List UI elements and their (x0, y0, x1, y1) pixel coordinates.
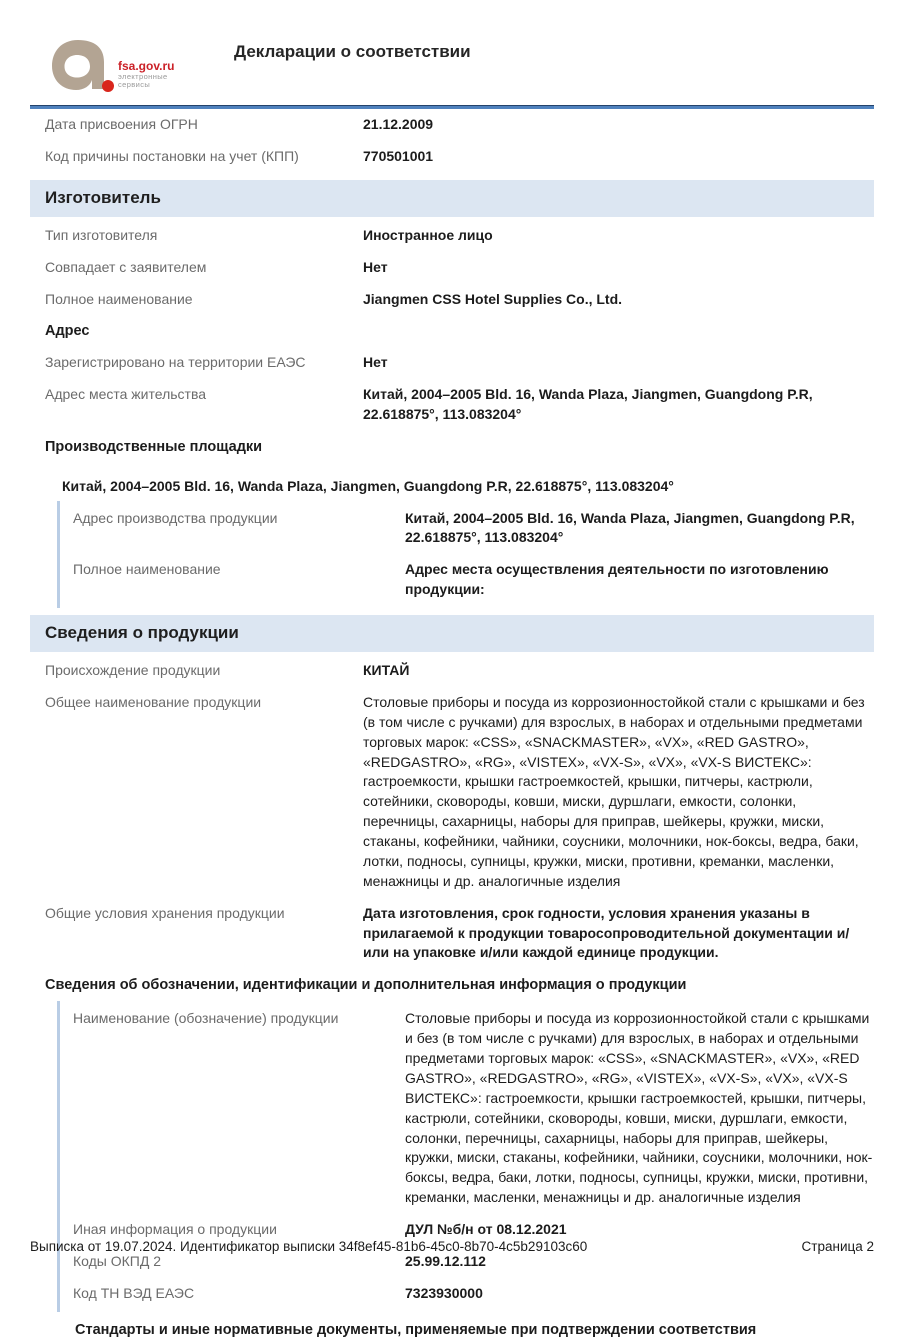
field-value: 21.12.2009 (363, 116, 434, 132)
field-value: Иностранное лицо (363, 226, 493, 243)
field-label: Дата присвоения ОГРН (45, 116, 198, 132)
footer (30, 1239, 874, 1254)
heading-standards: Стандарты и иные нормативные документы, применяемые при подтверждении соответствия (75, 1321, 757, 1338)
field-label: Код причины постановки на учет (КПП) (45, 147, 299, 164)
field-label: Тип изготовителя (45, 226, 158, 243)
field-row-production-full-name (60, 554, 874, 606)
field-label: Происхождение продукции (45, 662, 221, 679)
heading-identification: Сведения об обозначении, идентификации и дополнительная информация о продукции (45, 977, 687, 994)
field-value: КИТАЙ (363, 662, 410, 679)
footer-page-number: Страница 2 (801, 1239, 874, 1254)
field-label: Полное наименование (73, 561, 221, 578)
header (30, 0, 874, 99)
section-header-manufacturer: Изготовитель (30, 180, 874, 217)
field-row-same-as-applicant (30, 252, 874, 284)
section-header-product: Сведения о продукции (30, 615, 874, 652)
field-value: Дата изготовления, срок годности, условия хранения указаны в прилагаемой к продукции товаросопроводительной документации и/или на упаковке и/или каждой единице продукции. (363, 904, 850, 961)
field-row-ogrn-date (30, 109, 874, 141)
field-row-production-address (60, 503, 874, 555)
field-row-residence-address (30, 379, 874, 431)
field-value: 770501001 (363, 147, 434, 164)
page-title: Декларации о соответствии (234, 42, 471, 61)
field-label: Коды ОКПД 2 (73, 1252, 162, 1269)
field-label: Иная информация о продукции (73, 1221, 277, 1238)
field-row-eaeu-registered (30, 347, 874, 379)
production-site-address: Китай, 2004–2005 Bld. 16, Wanda Plaza, Jiangmen, Guangdong P.R, 22.618875°, 113.083204° (62, 478, 674, 494)
brand-tagline: электронные сервисы (118, 72, 168, 90)
fsa-logo (44, 34, 194, 99)
field-value: 7323930000 (405, 1284, 483, 1301)
brand-text: fsa.gov.ru (118, 59, 175, 73)
field-value: Столовые приборы и посуда из коррозионностойкой стали с крышками и без (в том числе с ручками) для взрослых, в наборах и отдельными предметами торговых марок: «CSS», «SNACKMASTER», «VX», «RED GASTRO», «REDGASTRO», «RG», «VISTEX», «VX-S», «VX», «VX-S ВИСТЕКС»: гастроемкости, крышки гастроемкостей, крышки, питчеры, кастрюли, сотейники, сковороды, ковши, миски, дуршлаги, емкости, солонки, перечницы, сахарницы, наборы для приправ, шейкеры, кружки, миски, стаканы, кофейники, чайники, соусники, молочники, нок-боксы, ведра, баки, лотки, подносы, супницы, кружки, миски, противни, креманки, масленки, менажницы и др. аналогичные изделия (363, 693, 865, 889)
field-label: Код ТН ВЭД ЕАЭС (73, 1284, 195, 1301)
field-label: Наименование (обозначение) продукции (73, 1010, 339, 1027)
field-label: Адрес места жительства (45, 386, 207, 403)
field-value: Адрес места осуществления деятельности по изготовлению продукции: (405, 561, 829, 598)
field-value: Столовые приборы и посуда из коррозионностойкой стали с крышками и без (в том числе с ручками) для взрослых, в наборах и отдельными предметами торговых марок: «CSS», «SNACKMASTER», «VX», «RED GASTRO», «REDGASTRO», «RG», «VISTEX», «VX-S», «VX», «VX-S ВИСТЕКС»: гастроемкости, крышки гастроемкостей, крышки, питчеры, кастрюли, сотейники, сковороды, ковши, миски, дуршлаги, емкости, солонки, перечницы, сахарницы, наборы для приправ, шейкеры, кружки, миски, стаканы, кофейники, чайники, соусники, молочники, нок-боксы, ведра, баки, лотки, подносы, супницы, кружки, миски, противни, креманки, масленки, менажницы и др. аналогичные изделия (405, 1010, 873, 1206)
field-label: Общее наименование продукции (45, 693, 262, 710)
field-value: Нет (363, 354, 388, 371)
fsa-logo-mark-icon (44, 83, 124, 99)
field-value: 25.99.12.112 (405, 1252, 486, 1269)
field-value: ДУЛ №б/н от 08.12.2021 (405, 1221, 567, 1238)
production-site-block (57, 501, 874, 609)
field-label: Адрес производства продукции (73, 509, 278, 526)
field-row-product-general-name (30, 687, 874, 898)
field-row-tnved (60, 1278, 874, 1310)
field-value: Jiangmen CSS Hotel Supplies Co., Ltd. (363, 290, 623, 307)
field-label: Полное наименование (45, 290, 193, 307)
field-row-kpp (30, 141, 874, 173)
field-label: Совпадает с заявителем (45, 258, 207, 275)
field-row-full-name (30, 284, 874, 316)
field-row-product-designation (60, 1003, 874, 1214)
field-row-product-origin (30, 655, 874, 687)
footer-extract-info: Выписка от 19.07.2024. Идентификатор выписки 34f8ef45-81b6-45c0-8b70-4c5b29103c60 (30, 1239, 588, 1254)
field-label: Общие условия хранения продукции (45, 904, 285, 921)
field-label: Зарегистрировано на территории ЕАЭС (45, 354, 306, 371)
field-value: Китай, 2004–2005 Bld. 16, Wanda Plaza, Jiangmen, Guangdong P.R, 22.618875°, 113.083204° (363, 386, 813, 423)
identification-block (57, 1001, 874, 1311)
heading-production-sites: Производственные площадки (45, 439, 263, 455)
field-value: Нет (363, 258, 388, 275)
field-row-storage-conditions (30, 898, 874, 970)
field-value: Китай, 2004–2005 Bld. 16, Wanda Plaza, Jiangmen, Guangdong P.R, 22.618875°, 113.083204° (405, 509, 855, 546)
field-row-manufacturer-type (30, 220, 874, 252)
heading-address: Адрес (45, 323, 90, 340)
